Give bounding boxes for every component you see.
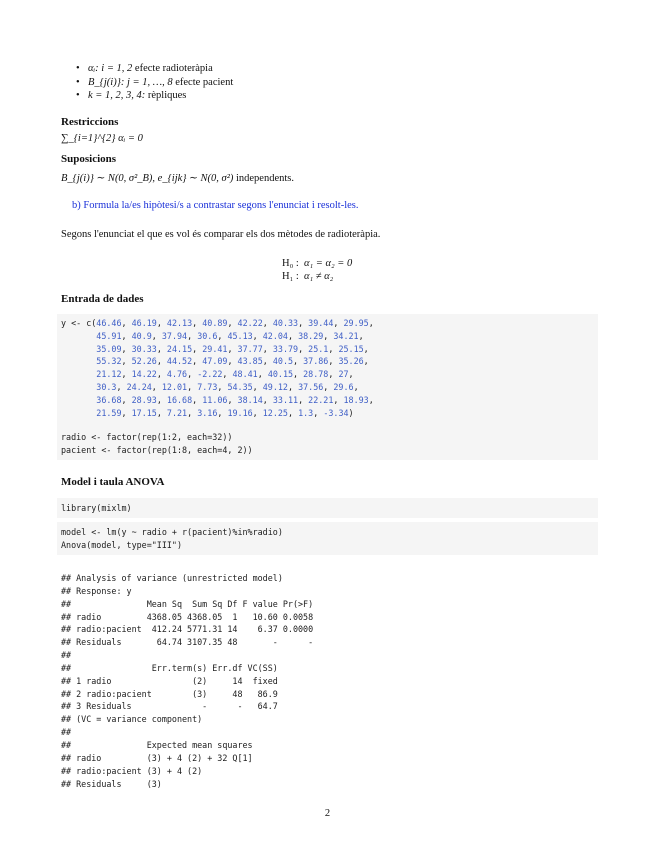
data-value: 52.26 xyxy=(131,356,157,367)
data-value: 33.11 xyxy=(272,394,299,405)
list-item xyxy=(76,76,233,90)
data-value: 34.21 xyxy=(333,330,359,341)
output-line: ## Residuals (3) xyxy=(61,778,162,789)
data-value: 46.19 xyxy=(131,318,157,328)
code-line: 21.59, 17.15, 7.21, 3.16, 19.16, 12.25, 1.3, -3.34) xyxy=(96,407,354,418)
data-value: 37.94 xyxy=(161,330,188,341)
hypothesis-label: H₀ : xyxy=(282,258,299,269)
data-value: 24.24 xyxy=(126,381,152,392)
bullet-text: efecte radioteràpia xyxy=(134,63,213,74)
data-value: 49.12 xyxy=(262,381,288,392)
data-value: 40.89 xyxy=(202,318,228,328)
pacient-line: pacient <- factor(rep(1:8, each=4, 2)) xyxy=(61,444,253,455)
data-value: 48.41 xyxy=(232,369,258,380)
data-value: 42.04 xyxy=(262,330,288,341)
data-value: 40.5 xyxy=(272,356,294,367)
data-value: 40.33 xyxy=(272,318,299,328)
data-value: 25.1 xyxy=(308,343,329,354)
question-b[interactable]: b) Formula la/es hipòtesi/s a contrastar segons l'enunciat i resolt-les. xyxy=(72,200,359,211)
model-code xyxy=(61,526,283,552)
bullet-math: αᵢ: i = 1, 2 xyxy=(88,63,133,74)
data-value: 37.86 xyxy=(303,356,329,367)
data-value: 37.56 xyxy=(298,381,324,392)
data-value: 45.13 xyxy=(227,330,253,341)
data-value: 12.25 xyxy=(262,407,288,418)
data-value: 4.76 xyxy=(166,369,188,380)
data-value: 55.32 xyxy=(96,356,122,367)
list-item xyxy=(76,62,233,76)
hypothesis-null xyxy=(282,257,352,270)
data-value: 7.73 xyxy=(197,381,218,392)
data-value: 11.06 xyxy=(202,394,228,405)
model-line: model <- lm(y ~ radio + r(pacient)%in%radio) xyxy=(61,527,283,537)
restriccions-heading: Restriccions xyxy=(61,116,119,128)
data-value: 42.22 xyxy=(237,318,263,328)
data-value: 12.01 xyxy=(161,381,188,392)
library-code: library(mixlm) xyxy=(61,503,132,513)
data-value: 39.44 xyxy=(308,318,334,328)
code-line: 45.91, 40.9, 37.94, 30.6, 45.13, 42.04, 38.29, 34.21, xyxy=(96,330,364,341)
factor-code xyxy=(61,431,253,457)
data-value: 25.15 xyxy=(338,343,364,354)
output-line: ## 1 radio (2) 14 fixed xyxy=(61,675,278,686)
data-value: 28.78 xyxy=(303,369,329,380)
data-value: 30.6 xyxy=(197,330,218,341)
data-value: 29.41 xyxy=(202,343,228,354)
code-line: 35.09, 30.33, 24.15, 29.41, 37.77, 33.79, 25.1, 25.15, xyxy=(96,343,369,354)
output-line: ## (VC = variance component) xyxy=(61,714,203,725)
data-value: 46.46 xyxy=(96,318,122,328)
output-line: ## Mean Sq Sum Sq Df F value Pr(>F) xyxy=(61,598,314,609)
data-value: -3.34 xyxy=(323,407,349,418)
output-line: ## Err.term(s) Err.df VC(SS) xyxy=(61,662,278,673)
data-value: 37.77 xyxy=(237,343,263,354)
data-value: 29.95 xyxy=(343,318,369,328)
output-line: ## Expected mean squares xyxy=(61,739,253,750)
hypothesis-alternative xyxy=(282,270,352,283)
output-line: ## 2 radio:pacient (3) 48 86.9 xyxy=(61,688,278,699)
output-line: ## 3 Residuals - - 64.7 xyxy=(61,701,278,712)
data-value: 44.52 xyxy=(166,356,193,367)
output-line: ## radio (3) + 4 (2) + 32 Q[1] xyxy=(61,752,253,763)
data-value: 17.15 xyxy=(131,407,157,418)
data-value: 43.85 xyxy=(237,356,263,367)
data-value: 45.91 xyxy=(96,330,122,341)
list-item xyxy=(76,89,233,103)
hypothesis-statement: α₁ = α₂ = 0 xyxy=(304,258,353,269)
data-value: -2.22 xyxy=(197,369,223,380)
anova-output xyxy=(61,572,313,790)
output-line: ## Response: y xyxy=(61,585,132,596)
data-value: 28.93 xyxy=(131,394,157,405)
code-line: 21.12, 14.22, 4.76, -2.22, 48.41, 40.15, 28.78, 27, xyxy=(96,369,354,380)
data-value: 7.21 xyxy=(166,407,188,418)
bullet-text: efecte pacient xyxy=(175,76,234,88)
data-value: 38.14 xyxy=(237,394,263,405)
suposicions-formula: B_{j(i)} ∼ N(0, σ²_B), e_{ijk} ∼ N(0, σ²) xyxy=(61,173,234,184)
data-value: 36.68 xyxy=(96,394,122,405)
hypothesis-label: H₁ : xyxy=(282,271,299,282)
code-line: 30.3, 24.24, 12.01, 7.73, 54.35, 49.12, 37.56, 29.6, xyxy=(96,381,359,392)
data-value: 24.15 xyxy=(166,343,193,354)
y-vector-code xyxy=(61,317,374,419)
code-line: 55.32, 52.26, 44.52, 47.09, 43.85, 40.5, 37.86, 35.26, xyxy=(96,356,369,367)
data-value: 18.93 xyxy=(343,394,369,405)
data-value: 21.12 xyxy=(96,369,122,380)
entrada-heading: Entrada de dades xyxy=(61,293,144,305)
data-value: 38.29 xyxy=(298,330,324,341)
anova-line: Anova(model, type="III") xyxy=(61,539,183,550)
data-value: 42.13 xyxy=(166,318,193,328)
bullet-math: k = 1, 2, 3, 4: xyxy=(88,90,146,101)
bullet-text: rèpliques xyxy=(147,90,187,101)
restriccions-formula: ∑_{i=1}^{2} αᵢ = 0 xyxy=(61,133,143,144)
data-value: 35.26 xyxy=(338,356,364,367)
radio-line: radio <- factor(rep(1:2, each=32)) xyxy=(61,432,233,442)
data-value: 40.15 xyxy=(267,369,294,380)
suposicions-heading: Suposicions xyxy=(61,153,117,165)
hypothesis-statement: α₁ ≠ α₂ xyxy=(304,271,334,282)
data-value: 33.79 xyxy=(272,343,299,354)
output-line: ## xyxy=(61,727,72,738)
output-line: ## xyxy=(61,650,72,661)
data-value: 22.21 xyxy=(308,394,334,405)
code-line: 36.68, 28.93, 16.68, 11.06, 38.14, 33.11, 22.21, 18.93, xyxy=(96,394,374,405)
output-line: ## Analysis of variance (unrestricted model) xyxy=(61,573,283,583)
hypotheses-block xyxy=(282,257,352,283)
bullet-math: B_{j(i)}: j = 1, …, 8 xyxy=(88,76,173,88)
data-value: 21.59 xyxy=(96,407,122,418)
factor-definitions-list xyxy=(76,62,233,103)
data-value: 35.09 xyxy=(96,343,122,354)
data-value: 27 xyxy=(338,369,349,380)
intro-paragraph: Segons l'enunciat el que es vol és comparar els dos mètodes de radioteràpia. xyxy=(61,229,381,240)
y-assign-prefix: y <- c( xyxy=(61,318,97,328)
data-value: 30.33 xyxy=(131,343,157,354)
code-block-library xyxy=(57,498,598,518)
model-heading: Model i taula ANOVA xyxy=(61,476,165,488)
suposicions-text: independents. xyxy=(235,173,295,184)
data-value: 30.3 xyxy=(96,381,117,392)
output-line: ## radio:pacient 412.24 5771.31 14 6.37 0.0000 xyxy=(61,624,314,635)
data-value: 54.35 xyxy=(227,381,253,392)
data-value: 3.16 xyxy=(197,407,218,418)
code-line: y <- c(46.46, 46.19, 42.13, 40.89, 42.22, 40.33, 39.44, 29.95, xyxy=(61,318,374,328)
page-number: 2 xyxy=(324,808,331,819)
output-line: ## radio 4368.05 4368.05 1 10.60 0.0058 xyxy=(61,611,314,622)
data-value: 40.9 xyxy=(131,330,152,341)
data-value: 1.3 xyxy=(298,407,314,418)
data-value: 16.68 xyxy=(166,394,193,405)
data-value: 29.6 xyxy=(333,381,354,392)
output-line: ## Residuals 64.74 3107.35 48 - - xyxy=(61,637,314,648)
data-value: 47.09 xyxy=(202,356,228,367)
output-line: ## radio:pacient (3) + 4 (2) xyxy=(61,765,203,776)
data-value: 14.22 xyxy=(131,369,157,380)
data-value: 19.16 xyxy=(227,407,253,418)
